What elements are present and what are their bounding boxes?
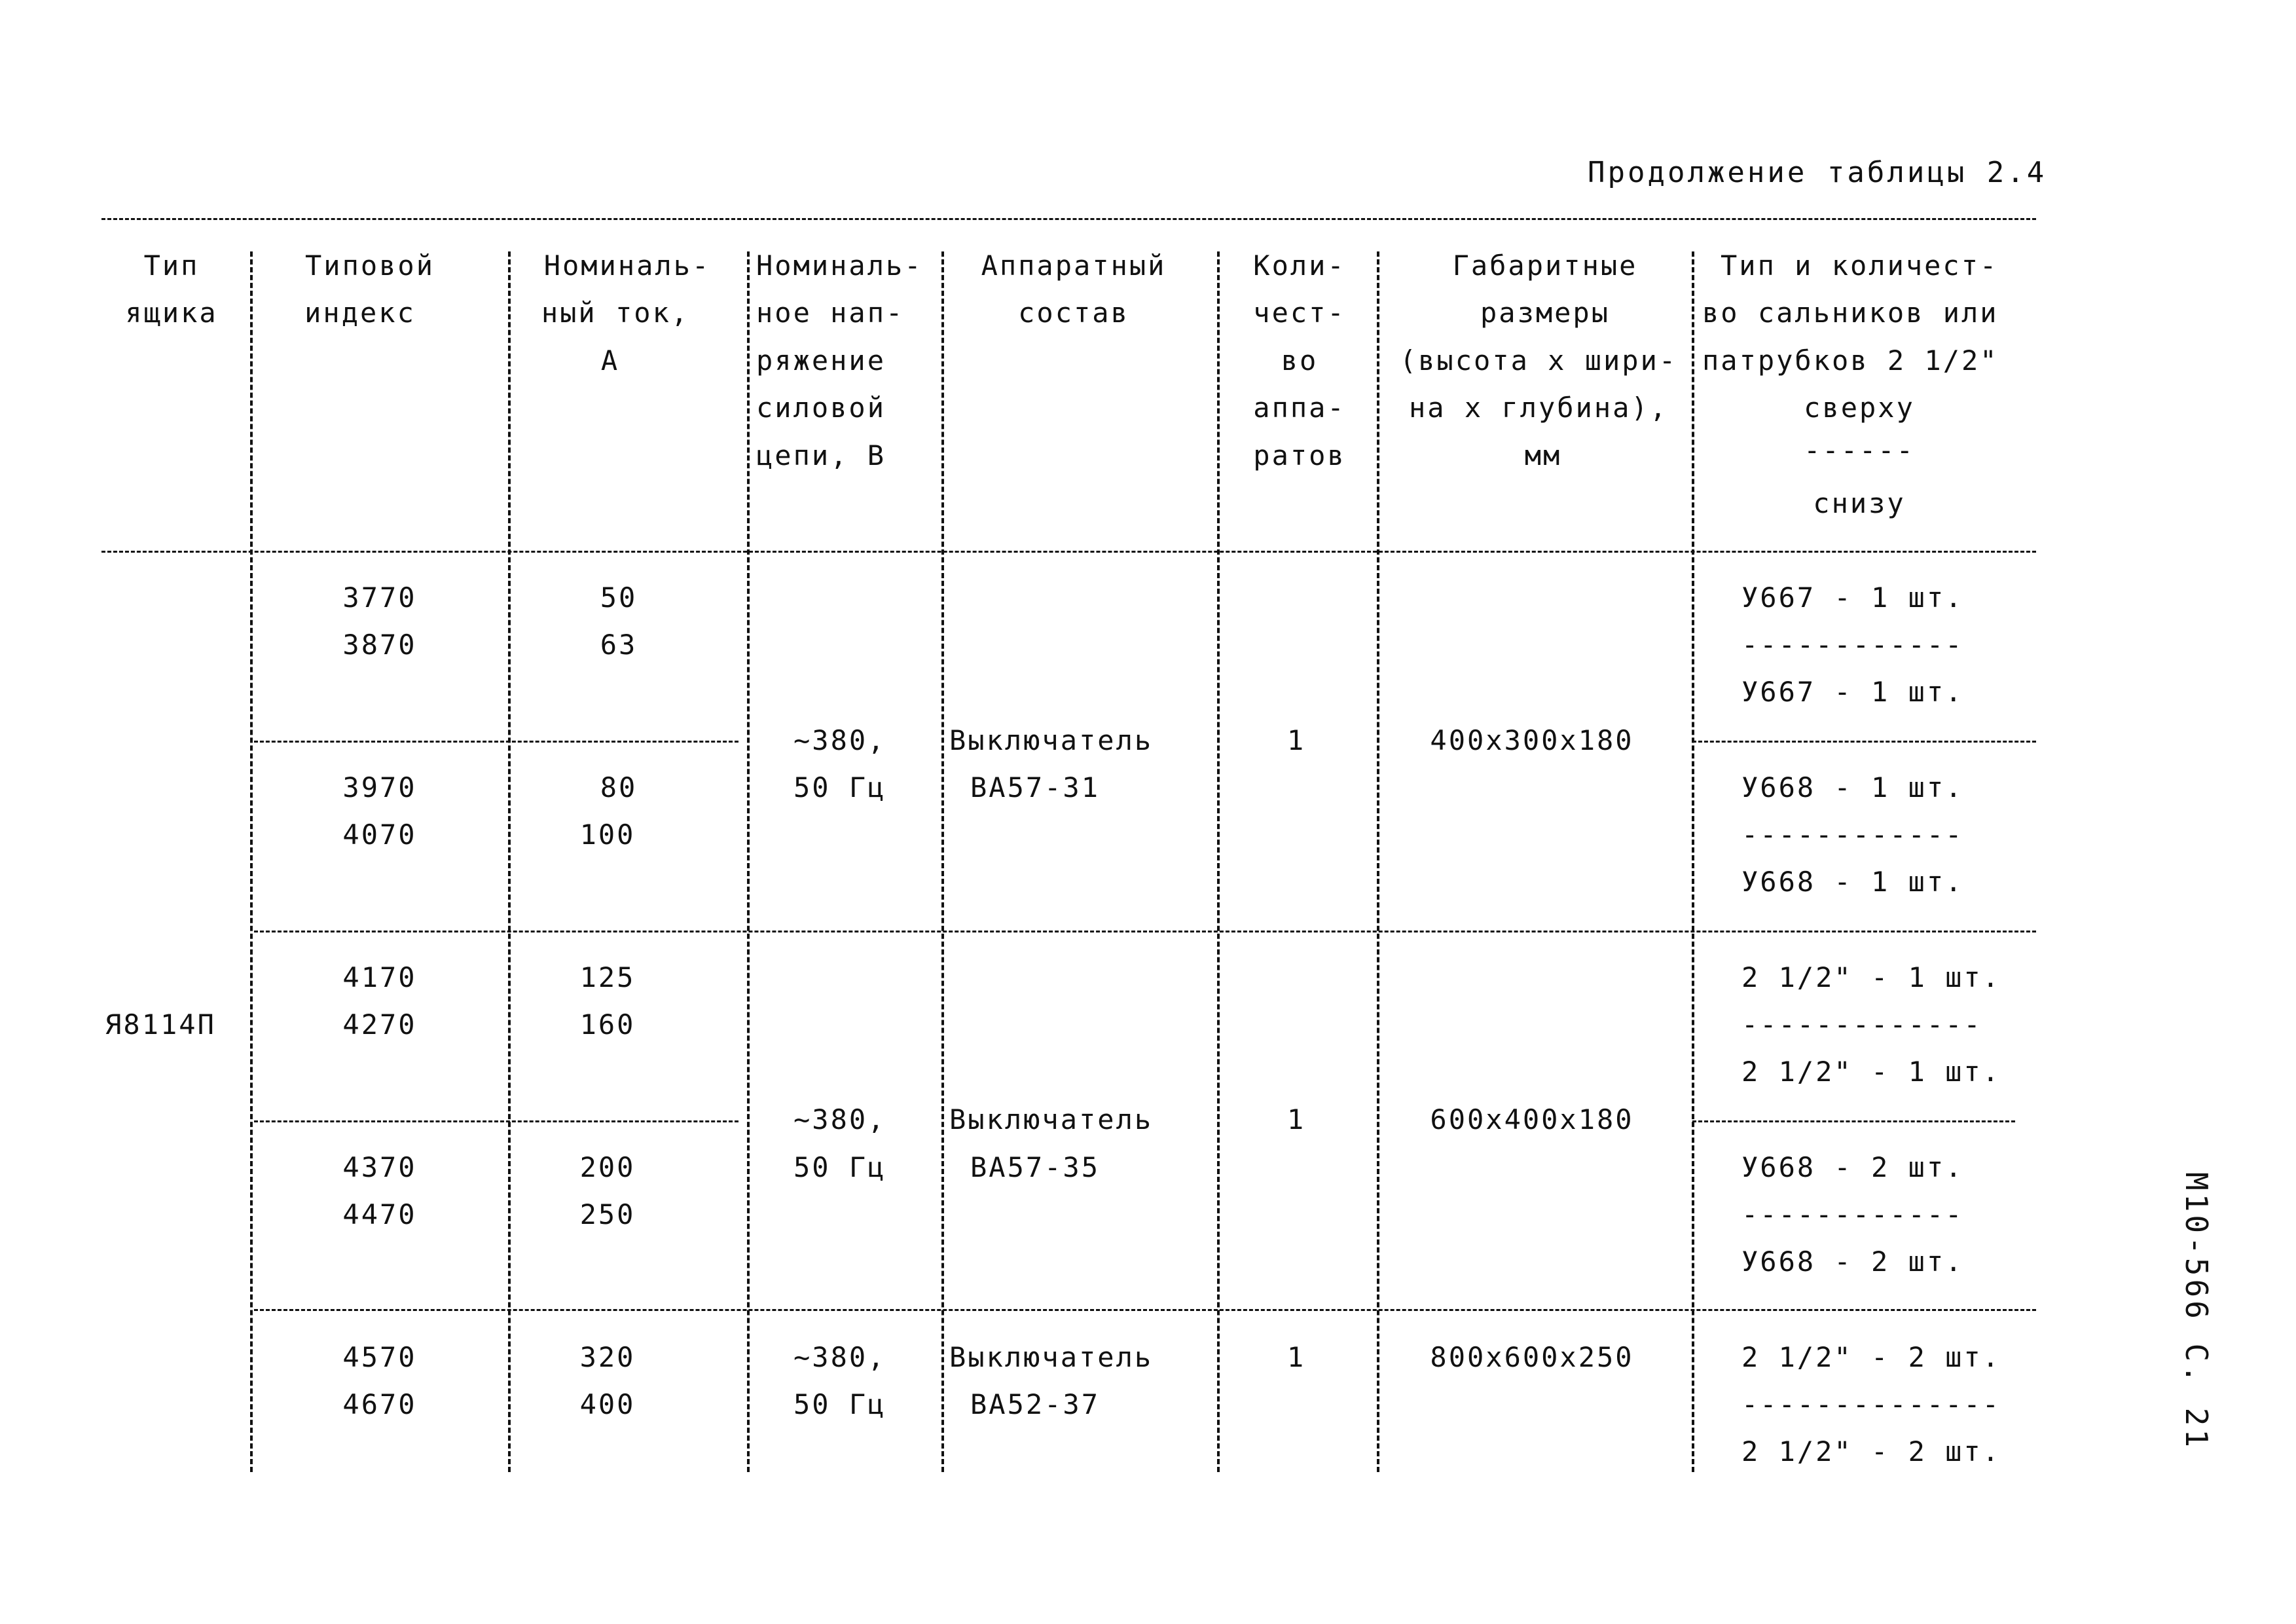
rule-glands-1 [1692,741,2036,743]
row-current: 400 [579,1388,636,1420]
box-type: Я8114П [105,1008,216,1041]
col-rule-4 [941,251,944,1472]
gland-top: У668 - 2 шт. [1741,1151,1964,1183]
row-index: 4070 [342,819,417,851]
gland-top: 2 1/2" - 2 шт. [1741,1341,2001,1373]
group-apparatus: ВА57-35 [970,1151,1101,1183]
group-apparatus: Выключатель [949,1103,1154,1135]
row-index: 3770 [342,581,417,614]
row-index: 4170 [342,961,417,993]
group-voltage: 50 Гц [793,771,886,803]
gland-top: 2 1/2" - 1 шт. [1741,961,2001,993]
gland-top: У667 - 1 шт. [1741,581,1964,614]
group-voltage: ~380, [793,1341,886,1373]
row-index: 4370 [342,1151,417,1183]
gland-separator: -------------- [1741,1388,2001,1420]
gland-bottom: 2 1/2" - 2 шт. [1741,1435,2001,1467]
group-voltage: 50 Гц [793,1388,886,1420]
gland-bottom: У668 - 2 шт. [1741,1246,1964,1278]
rule-subgroup-1 [254,741,738,743]
row-index: 3870 [342,629,417,661]
rule-header-bottom [101,551,2036,553]
rule-group-1 [254,931,2036,932]
group-quantity: 1 [1286,1103,1306,1135]
col-rule-1 [250,251,253,1472]
group-voltage: 50 Гц [793,1151,886,1183]
group-dimensions: 800x600x250 [1430,1341,1634,1373]
col-rule-7 [1692,251,1694,1472]
rule-group-2 [254,1309,2036,1311]
group-quantity: 1 [1286,724,1306,756]
row-index: 3970 [342,771,417,803]
row-index: 4270 [342,1008,417,1041]
col-rule-6 [1377,251,1379,1472]
col-rule-2 [508,251,511,1472]
row-current: 50 [600,581,638,614]
row-current: 100 [579,819,636,851]
gland-separator: ------------ [1741,819,1964,851]
row-current: 63 [600,629,638,661]
row-index: 4670 [342,1388,417,1420]
gland-bottom: У667 - 1 шт. [1741,676,1964,708]
row-current: 125 [579,961,636,993]
gland-bottom: 2 1/2" - 1 шт. [1741,1056,2001,1088]
gland-bottom: У668 - 1 шт. [1741,866,1964,898]
group-voltage: ~380, [793,1103,886,1135]
continuation-title: Продолжение таблицы 2.4 [1588,156,2047,189]
row-current: 80 [600,771,638,803]
group-apparatus: Выключатель [949,1341,1154,1373]
group-apparatus: ВА52-37 [970,1388,1101,1420]
group-quantity: 1 [1286,1341,1306,1373]
rule-subgroup-2 [254,1120,738,1122]
col-rule-3 [747,251,750,1472]
group-voltage: ~380, [793,724,886,756]
row-current: 250 [579,1198,636,1230]
row-current: 320 [579,1341,636,1373]
group-apparatus: ВА57-31 [970,771,1101,803]
row-current: 160 [579,1008,636,1041]
row-index: 4570 [342,1341,417,1373]
gland-separator: ------------ [1741,1198,1964,1230]
rule-top [101,218,2036,220]
row-index: 4470 [342,1198,417,1230]
gland-separator: ------------ [1741,629,1964,661]
rule-glands-2 [1692,1120,2015,1122]
side-code: М10-566 С. 21 [2179,1172,2214,1451]
gland-separator: ------------- [1741,1008,1982,1041]
row-current: 200 [579,1151,636,1183]
group-dimensions: 400x300x180 [1430,724,1634,756]
group-apparatus: Выключатель [949,724,1154,756]
gland-top: У668 - 1 шт. [1741,771,1964,803]
group-dimensions: 600x400x180 [1430,1103,1634,1135]
col-rule-5 [1217,251,1220,1472]
